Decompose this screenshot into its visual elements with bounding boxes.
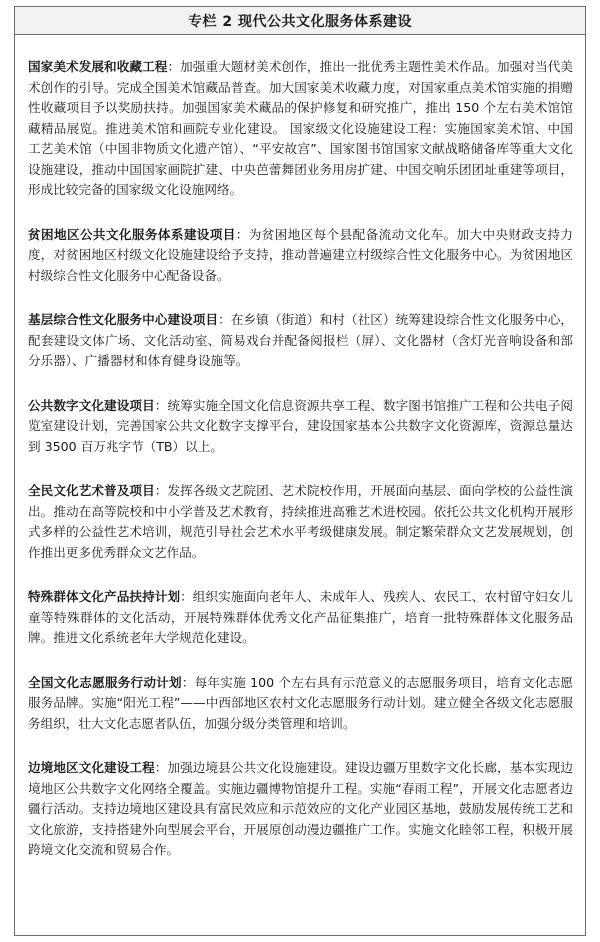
section-heading: 国家美术发展和收藏工程: [28, 59, 168, 74]
section-text: ：统筹实施全国文化信息资源共享工程、数字图书馆推广工程和公共电子阅览室建设计划，完善国家公共文化数字支撑平台，建设国家基本公共数字文化资源库，资源总量达到 3500 百万兆字节（TB）以上。: [28, 397, 574, 454]
box-body: [15, 35, 585, 895]
section-text: ：组织实施面向老年人、未成年人、残疾人、农民工、农村留守妇女儿童等特殊群体的文化活动，开展特殊群体优秀文化产品征集推广，培育一批特殊群体文化服务品牌。推进文化系统老年大学规范化建设。: [28, 589, 574, 645]
box-title: 专栏 2 现代公共文化服务体系建设: [15, 7, 585, 35]
section-art-popularization: [28, 481, 573, 563]
section-text: ：加强边境县公共文化设施建设。建设边疆万里数字文化长廊，基本实现边境地区公共数字文化网络全覆盖。实施边疆博物馆提升工程。实施“春雨工程”，开展文化志愿者边疆行活动。支持边境地区建设具有富民效应和示范效应的文化产业园区基地，鼓励发展传统工艺和文化旅游，支持搭建外向型展会平台，开展原创动漫边疆推广工作。实施文化睦邻工程，积极开展跨境文化交流和贸易合作。: [28, 760, 574, 857]
section-grassroots-centers: [28, 310, 573, 372]
section-text: ：在乡镇（街道）和村（社区）统筹建设综合性文化服务中心，配套建设文体广场、文化活动室、简易戏台并配备阅报栏（屏）、文化器材（含灯光音响设备和部分乐器）、广播器材和体育健身设施等。: [28, 312, 574, 368]
section-text: ：发挥各级文艺院团、艺术院校作用，开展面向基层、面向学校的公益性演出。推动在高等院校和中小学普及艺术教育，持续推进高雅艺术进校园。依托公共文化机构开展形式多样的公益性艺术培训，规范引导社会艺术水平考级健康发展。制定繁荣群众文艺发展规划，创作推出更多优秀群众文艺作品。: [28, 483, 574, 560]
section-text: ：每年实施 100 个左右具有示范意义的志愿服务项目，培育文化志愿服务品牌。实施“阳光工程”——中西部地区农村文化志愿服务行动计划。建立健全各级文化志愿服务组织，壮大文化志愿者队伍，加强分级分类管理和培训。: [28, 674, 574, 731]
section-digital-culture: [28, 396, 573, 458]
section-heading: 全国文化志愿服务行动计划: [28, 674, 182, 690]
section-heading: 全民文化艺术普及项目: [28, 483, 155, 498]
section-volunteer-service: [28, 673, 573, 735]
section-heading: 特殊群体文化产品扶持计划: [28, 589, 181, 604]
section-heading: 基层综合性文化服务中心建设项目: [28, 312, 219, 327]
section-text: ：为贫困地区每个县配备流动文化车。加大中央财政支持力度，对贫困地区村级文化设施建设给予支持，推动普遍建立村级综合性文化服务中心。为贫困地区村级综合性文化服务中心配备设备。: [28, 226, 574, 283]
column-box: [14, 6, 586, 936]
section-national-art: [28, 57, 573, 201]
section-poverty-areas: [28, 225, 573, 287]
section-special-groups: [28, 587, 573, 649]
section-heading: 公共数字文化建设项目: [28, 397, 155, 413]
section-heading: 边境地区文化建设工程: [28, 760, 155, 775]
section-border-areas: [28, 758, 573, 861]
section-heading: 贫困地区公共文化服务体系建设项目: [28, 226, 236, 242]
section-text: ：加强重大题材美术创作，推出一批优秀主题性美术作品。加强对当代美术创作的引导。完成全国美术馆藏品普查。加大国家美术收藏力度，对国家重点美术馆实施的捐赠性收藏项目予以奖励扶持。加强国家美术藏品的保护修复和研究推广，推出 150 个左右美术馆馆藏精品展览。推进美术馆和画院专业化建设。 国家级文化设施建设工程：实施国家美术馆、中国工艺美术馆（中国非物质文化遗产馆）、“平安故宫”、国家图书馆国家文献战略储备库等重大文化设施建设，推动中国国家画院扩建、中央芭蕾舞团业务用房扩建、中国交响乐团团址重建等项目，形成比较完备的国家级文化设施网络。: [28, 59, 574, 197]
